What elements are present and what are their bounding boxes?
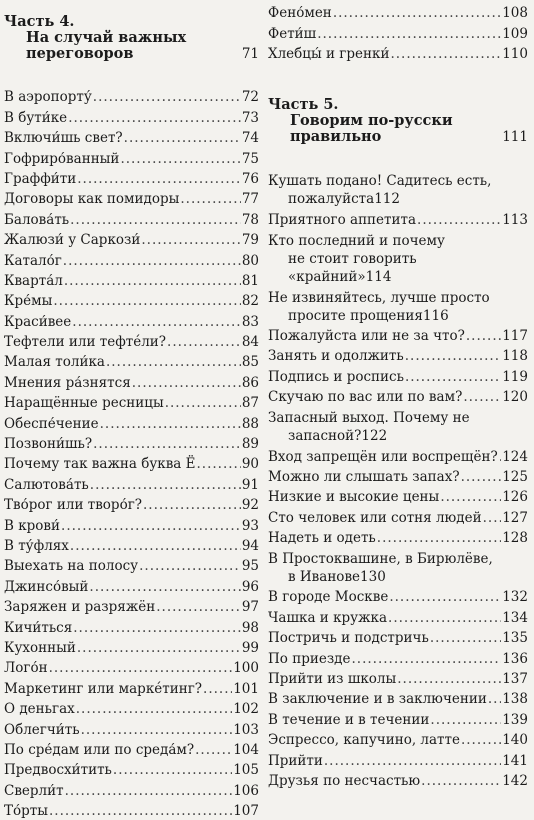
dot-leader [333,5,501,22]
toc-entry-page: 122 [361,428,388,445]
part-4-label: Часть 4. [4,13,75,30]
toc-entry[interactable] [4,351,259,371]
toc-entry-page: 94 [241,537,259,554]
toc-entry-title: В городе Москве [268,589,389,606]
toc-entry-page: 118 [502,348,528,365]
dot-leader [461,469,502,486]
toc-entry-title-line: в Иванове [288,569,361,586]
toc-entry-page: 81 [241,272,259,289]
toc-entry-title: Сверли́т [4,782,64,799]
part-5-title-line1: Говорим по-русски [290,112,453,130]
toc-entry-page: 119 [502,368,528,385]
part-5-title-row [268,129,528,145]
toc-entry[interactable] [4,473,259,493]
toc-entry[interactable] [4,147,259,167]
toc-entry-title: Скучаю по вас или по вам? [268,389,463,406]
dot-leader [317,26,501,43]
toc-entry-title: Фети́ш [268,25,317,42]
toc-entry[interactable] [268,386,528,406]
toc-entry[interactable] [4,433,259,453]
toc-entry-page: 139 [502,711,528,728]
toc-entry-title-line: пожалуйста [288,191,375,208]
toc-entry-title: Жалюзи́ у Саркози́ [4,232,141,249]
dot-leader [377,530,501,547]
toc-entry[interactable] [4,188,259,208]
dot-leader [77,171,241,188]
toc-entry-title: В крови́ [4,517,61,534]
toc-entry-title-line: Запасный выход. Почему не [268,410,470,427]
toc-entry-title: Постричь и подстричь [268,630,429,647]
toc-entry-page: 141 [502,752,528,769]
dot-leader [463,389,501,406]
toc-entry-page: 110 [502,46,528,63]
toc-entry[interactable] [4,290,259,310]
toc-entry[interactable] [4,677,259,697]
toc-entry-page: 112 [374,191,400,208]
toc-entry-page: 124 [502,448,528,465]
toc-entry-page: 87 [241,395,259,412]
dot-leader [180,191,240,208]
toc-entry-page: 98 [241,619,259,636]
dot-leader [388,610,501,627]
toc-entry-page: 93 [241,517,259,534]
toc-entry-page: 105 [233,762,259,779]
dot-leader [421,773,501,790]
toc-entry[interactable] [4,555,259,575]
toc-entry-title: Друзья по несчастью [268,772,421,789]
toc-entry[interactable] [268,770,528,790]
toc-entry[interactable] [268,43,528,63]
toc-entry[interactable] [4,575,259,595]
toc-entry[interactable] [268,627,528,647]
toc-entry-title: О деньгах [4,701,75,718]
toc-entry-title: Кре́мы [4,293,53,310]
toc-entry[interactable] [4,127,259,147]
dot-leader [106,354,241,371]
toc-entry[interactable] [4,739,259,759]
dot-leader [461,732,501,749]
toc-entry[interactable] [4,208,259,228]
toc-entry-title: Краси́вее [4,313,72,330]
dot-leader [397,671,501,688]
toc-entry-title: Мнения ра́знятся [4,374,131,391]
toc-entry[interactable] [4,698,259,718]
part-4-entries [4,86,259,820]
toc-entry[interactable] [4,596,259,616]
toc-entry[interactable] [4,86,259,106]
dot-leader [405,369,501,386]
toc-entry-page: 109 [502,25,528,42]
dot-leader [93,89,241,106]
part-5-entries [268,169,528,790]
dot-leader [390,46,501,63]
dot-leader [165,395,241,412]
toc-entry-page: 97 [241,599,259,616]
toc-entry-title: Малая толи́ка [4,354,105,371]
continued-entries [268,2,528,63]
dot-leader [89,579,240,596]
dot-leader [120,151,240,168]
toc-entry-title: Тво́рог или творо́г? [4,497,143,514]
toc-entry-title: Граффи́ти [4,170,77,187]
toc-entry[interactable] [268,345,528,365]
toc-entry[interactable] [268,547,528,586]
toc-entry-title: Кварта́л [4,272,63,289]
toc-entry-page: 104 [233,741,259,758]
toc-entry-page: 101 [233,680,259,697]
toc-entry-page: 102 [233,701,259,718]
toc-entry[interactable] [4,168,259,188]
dot-leader [76,701,232,718]
toc-entry-title: Кухонный [4,639,76,656]
dot-leader [203,681,232,698]
dot-leader [466,328,501,345]
dot-leader [72,314,241,331]
toc-entry[interactable] [4,412,259,432]
dot-leader [440,489,501,506]
toc-entry[interactable] [268,527,528,547]
toc-entry-title: Маркетинг или маркéтинг? [4,680,203,697]
toc-entry-page: 114 [365,268,392,285]
part-5-heading [268,97,528,145]
toc-entry-page: 116 [422,307,449,324]
toc-entry-last-line [268,190,528,208]
toc-entry-title: Вход запрещён или воспрещён? [268,448,498,465]
part-5-label: Часть 5. [268,96,339,114]
toc-entry[interactable] [4,229,259,249]
dot-leader [430,630,501,647]
dot-leader [49,803,232,820]
toc-entry[interactable] [268,22,528,42]
toc-entry[interactable] [268,208,528,228]
toc-entry-page: 125 [502,468,528,485]
toc-entry[interactable] [4,310,259,330]
toc-entry-last-line [268,427,528,445]
toc-entry-title: По приезде [268,650,351,667]
toc-entry[interactable] [4,616,259,636]
toc-entry-page: 89 [241,436,259,453]
toc-entry-title-line: не стоит говорить [288,250,417,267]
toc-entry-title: В аэропорту́ [4,89,92,106]
toc-entry-title: Включи́шь свет? [4,130,123,147]
toc-entry-title: Наращённые ресницы [4,395,164,412]
toc-entry-page: 95 [241,558,259,575]
toc-entry-page: 117 [502,327,528,344]
dot-leader [499,449,502,466]
toc-entry-page: 138 [502,691,528,708]
toc-entry-title: Эспрессо, капучино, латте [268,732,460,749]
toc-right-column [268,2,528,790]
dot-leader [70,212,241,229]
toc-entry-title: Надеть и одеть [268,530,376,547]
toc-entry-title-line: Кушать подано! Садитесь есть, [268,173,492,190]
part-5-title-line2: правильно [290,128,382,146]
toc-entry[interactable] [268,445,528,465]
dot-leader [195,742,232,759]
toc-entry[interactable] [268,708,528,728]
toc-entry[interactable] [4,331,259,351]
toc-entry-page: 126 [502,489,528,506]
part-4-heading [4,14,259,62]
dot-leader [139,558,241,575]
toc-entry-title: Салютова́ть [4,476,89,493]
part-4-page: 71 [241,46,259,62]
toc-entry-title-line: Не извиняйтесь, лучше просто [268,289,490,306]
dot-leader [90,477,241,494]
dot-leader [417,212,501,229]
part-4-title-row [4,46,259,62]
toc-entry-title: Договоры как помидоры [4,191,180,208]
toc-entry-title: Подпись и роспись [268,368,404,385]
dot-leader [81,722,233,739]
toc-entry-title: Пожалуйста или не за что? [268,327,465,344]
toc-entry[interactable] [268,668,528,688]
toc-entry-last-line [268,568,528,586]
toc-entry-title: Приятного аппетита [268,211,417,228]
toc-entry[interactable] [4,453,259,473]
toc-entry-title-line: В Простоквашине, в Бирюлёве, [268,551,493,568]
toc-entry-page: 85 [241,354,259,371]
toc-entry-title: Почему так важна буква Ё [4,456,196,473]
dot-leader [156,599,241,616]
toc-entry[interactable] [4,637,259,657]
dot-leader [61,518,241,535]
toc-entry-title: Заряжен и разряжён [4,599,156,616]
toc-entry-page: 79 [241,232,259,249]
toc-entry[interactable] [4,535,259,555]
dot-leader [483,510,502,527]
toc-entry-title: Кичи́ться [4,619,73,636]
toc-entry-page: 82 [241,293,259,310]
toc-entry-page: 134 [502,609,528,626]
toc-entry-title: Предвосхи́тить [4,762,112,779]
toc-entry[interactable] [268,2,528,22]
toc-entry[interactable] [268,325,528,345]
toc-entry[interactable] [268,286,528,325]
toc-entry-page: 84 [241,334,259,351]
toc-entry-page: 73 [241,109,259,126]
toc-left-column [4,14,259,820]
toc-entry[interactable] [4,106,259,126]
dot-leader [132,375,241,392]
toc-entry-title: В течение и в течении [268,711,430,728]
toc-entry-title: Чашка и кружка [268,609,388,626]
toc-entry-page: 128 [502,530,528,547]
dot-leader [70,538,241,555]
dot-leader [124,130,241,147]
toc-entry-title: Тефтели или тефтéли? [4,334,167,351]
toc-entry-page: 78 [241,211,259,228]
toc-entry[interactable] [268,729,528,749]
toc-entry-title: Сто человек или сотня людей [268,509,482,526]
toc-entry-page: 76 [241,170,259,187]
toc-entry-title: Позвони́шь? [4,436,93,453]
dot-leader [351,651,501,668]
toc-entry[interactable] [268,647,528,667]
dot-leader [93,436,241,453]
dot-leader [167,334,241,351]
toc-entry-page: 91 [241,476,259,493]
part-4-title-line2: переговоров [26,45,134,62]
dot-leader [143,497,241,514]
toc-entry-title: Прийти из школы [268,671,397,688]
toc-entry-page: 90 [241,456,259,473]
toc-entry-page: 140 [502,732,528,749]
toc-entry-title: Выехать на полосу [4,558,139,575]
toc-entry[interactable] [4,392,259,412]
dot-leader [113,762,232,779]
toc-entry-page: 80 [241,252,259,269]
dot-leader [324,753,501,770]
dot-leader [77,640,241,657]
toc-entry-page: 137 [502,671,528,688]
toc-entry-page: 100 [233,660,259,677]
part-5-page: 111 [502,129,528,146]
toc-entry-title: Обеспе́чение [4,415,99,432]
toc-entry-last-line [268,307,528,325]
toc-entry[interactable] [4,249,259,269]
toc-entry-page: 96 [241,578,259,595]
toc-entry[interactable] [4,657,259,677]
toc-entry-title: Лого́н [4,660,48,677]
toc-entry-title: Гофриро́ванный [4,150,120,167]
toc-entry[interactable] [4,514,259,534]
toc-entry-page: 74 [241,130,259,147]
toc-entry[interactable] [4,718,259,738]
dot-leader [389,589,501,606]
toc-entry-title: Можно ли слышать запах? [268,468,460,485]
toc-entry-title-line: «крайний» [288,268,366,285]
toc-entry-page: 130 [360,569,386,586]
toc-entry[interactable] [268,688,528,708]
toc-entry[interactable] [268,486,528,506]
toc-entry-page: 88 [241,415,259,432]
toc-entry-page: 99 [241,639,259,656]
dot-leader [73,620,241,637]
toc-entry[interactable] [4,494,259,514]
toc-entry-page: 106 [233,782,259,799]
toc-entry-title: Прийти [268,752,323,769]
toc-entry-page: 136 [502,650,528,667]
toc-entry-page: 108 [502,5,528,22]
toc-entry-page: 135 [502,630,528,647]
toc-entry-page: 72 [241,89,259,106]
dot-leader [63,253,241,270]
toc-entry-page: 107 [233,803,259,820]
toc-entry-title: Фено́мен [268,5,332,22]
dot-leader [197,456,241,473]
toc-entry-page: 132 [502,589,528,606]
dot-leader [49,660,233,677]
toc-entry[interactable] [4,759,259,779]
toc-entry[interactable] [268,749,528,769]
toc-entry-title: По сре́дам или по среда́м? [4,741,195,758]
toc-entry[interactable] [268,466,528,486]
toc-entry-title: Низкие и высокие цены [268,489,440,506]
toc-entry[interactable] [268,365,528,385]
toc-entry-page: 92 [241,497,259,514]
toc-entry[interactable] [268,229,528,286]
toc-entry-page: 75 [241,150,259,167]
toc-entry-title-line: просите прощения [288,307,423,324]
toc-entry-title: В бути́ке [4,109,68,126]
toc-entry[interactable] [268,406,528,445]
dot-leader [68,110,241,127]
toc-entry-title: То́рты [4,803,48,820]
toc-entry[interactable] [4,371,259,391]
toc-entry-title: Балова́ть [4,211,70,228]
dot-leader [100,416,241,433]
toc-entry[interactable] [4,270,259,290]
toc-entry-page: 120 [502,389,528,406]
toc-entry-page: 83 [241,313,259,330]
toc-entry[interactable] [268,506,528,526]
toc-entry[interactable] [268,586,528,606]
toc-entry-title: В заключение и в заключении [268,691,487,708]
toc-entry-title: В ту́флях [4,537,69,554]
toc-entry-page: 113 [502,211,528,228]
toc-entry-title-line: запасной? [288,428,362,445]
toc-entry[interactable] [4,779,259,799]
toc-entry[interactable] [268,606,528,626]
toc-entry-title-line: Кто последний и почему [268,232,445,249]
dot-leader [64,273,241,290]
dot-leader [65,783,233,800]
toc-entry[interactable] [4,800,259,820]
toc-entry-page: 142 [502,772,528,789]
toc-entry-page: 103 [233,721,259,738]
toc-entry-title: Занять и одолжить [268,348,404,365]
toc-entry-last-line [268,268,528,286]
dot-leader [141,232,240,249]
toc-entry-title: Хлебцы́ и гренки́ [268,46,390,63]
dot-leader [430,712,501,729]
toc-entry-title: Облегчи́ть [4,721,80,738]
toc-entry[interactable] [268,169,528,208]
toc-entry-title: Катало́г [4,252,62,269]
toc-entry-page: 77 [241,191,259,208]
toc-entry-title: Джинсо́вый [4,578,89,595]
dot-leader [53,293,240,310]
toc-entry-page: 127 [502,509,528,526]
toc-entry-page: 86 [241,374,259,391]
dot-leader [405,348,501,365]
part-4-title-line1: На случай важных [26,29,187,46]
